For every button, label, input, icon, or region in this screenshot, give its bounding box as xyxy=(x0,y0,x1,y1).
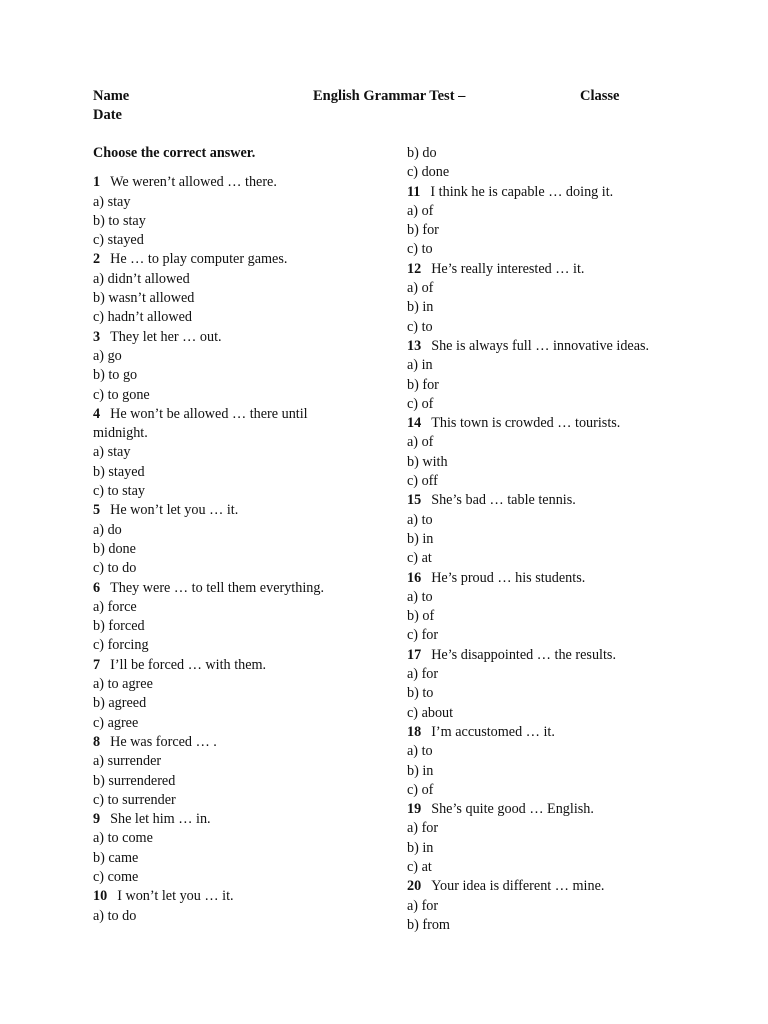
answer-option: b) forced xyxy=(93,618,145,635)
question-text: This town is crowded … tourists. xyxy=(431,415,621,432)
question-text: He’s disappointed … the results. xyxy=(431,646,616,663)
right-column xyxy=(407,144,707,935)
left-column xyxy=(93,144,358,926)
question-text: Your idea is different … mine. xyxy=(431,878,605,895)
question-item xyxy=(407,183,707,202)
question-number: 4 xyxy=(93,405,101,422)
answer-option: c) of xyxy=(407,781,434,798)
question-text: He … to play computer games. xyxy=(110,251,288,268)
question-text: He’s proud … his students. xyxy=(431,569,586,586)
question-text: He’s really interested … it. xyxy=(431,260,585,277)
question-number: 3 xyxy=(93,328,101,345)
question-number: 11 xyxy=(407,183,421,200)
question-text: I’m accustomed … it. xyxy=(431,723,555,740)
question-number: 6 xyxy=(93,579,101,596)
question-text: He won’t let you … it. xyxy=(110,502,239,519)
question-text: She’s quite good … English. xyxy=(431,801,594,818)
question-number: 1 xyxy=(93,174,101,191)
date-label: Date xyxy=(93,107,122,123)
answer-option: b) stayed xyxy=(93,463,145,480)
answer-option: b) for xyxy=(407,222,439,239)
question-text: She let him … in. xyxy=(110,811,211,828)
question-item xyxy=(93,733,358,752)
answer-option: b) agreed xyxy=(93,695,147,712)
answer-option: a) in xyxy=(407,357,433,374)
question-item xyxy=(407,260,707,279)
question-number: 19 xyxy=(407,801,422,818)
name-label: Name xyxy=(93,88,130,104)
answer-option: a) to xyxy=(407,588,433,605)
answer-option: b) came xyxy=(93,849,139,866)
answer-option: c) hadn’t allowed xyxy=(93,309,193,326)
question-text: I think he is capable … doing it. xyxy=(430,183,614,200)
question-number: 9 xyxy=(93,811,101,828)
answer-option: c) stayed xyxy=(93,232,144,249)
question-item xyxy=(93,887,358,906)
answer-option: a) surrender xyxy=(93,753,162,770)
answer-option: b) with xyxy=(407,453,448,470)
question-number: 16 xyxy=(407,569,422,586)
answer-option: a) for xyxy=(407,666,439,683)
answer-option: c) at xyxy=(407,550,432,567)
question-item xyxy=(407,646,707,665)
answer-option: a) to do xyxy=(93,907,137,924)
question-item xyxy=(407,877,707,896)
question-number: 7 xyxy=(93,656,101,673)
question-item xyxy=(93,501,358,520)
question-number: 8 xyxy=(93,733,101,750)
answer-option: c) to stay xyxy=(93,483,146,500)
question-item xyxy=(407,337,707,356)
question-item xyxy=(407,723,707,742)
answer-option: b) of xyxy=(407,608,435,625)
answer-option: b) from xyxy=(407,916,450,933)
question-item xyxy=(407,569,707,588)
question-item xyxy=(93,656,358,675)
question-text: He was forced … . xyxy=(110,733,217,750)
question-text: He won’t be allowed … there until midnight. xyxy=(93,405,308,442)
answer-option: a) didn’t allowed xyxy=(93,270,190,287)
answer-option: a) for xyxy=(407,897,439,914)
answer-option: c) to xyxy=(407,241,433,258)
answer-option: b) do xyxy=(407,145,437,161)
question-text: I won’t let you … it. xyxy=(117,888,234,905)
answer-option: a) to come xyxy=(93,830,153,847)
answer-option: c) forcing xyxy=(93,637,149,654)
answer-option: c) of xyxy=(407,395,434,412)
answer-option: b) in xyxy=(407,299,434,316)
question-number: 13 xyxy=(407,337,422,354)
answer-option: a) do xyxy=(93,521,122,538)
question-text: She is always full … innovative ideas. xyxy=(431,337,650,354)
answer-option: b) in xyxy=(407,762,434,779)
answer-option: b) wasn’t allowed xyxy=(93,290,195,307)
answer-option: c) done xyxy=(407,164,450,181)
answer-option: a) go xyxy=(93,347,122,364)
question-text: They were … to tell them everything. xyxy=(110,579,325,596)
question-number: 2 xyxy=(93,251,101,268)
test-title: English Grammar Test – xyxy=(313,88,466,104)
answer-option: a) to agree xyxy=(93,676,153,693)
answer-option: a) to xyxy=(407,743,433,760)
question-number: 17 xyxy=(407,646,422,663)
answer-option: c) to do xyxy=(93,560,137,577)
answer-option: a) to xyxy=(407,511,433,528)
answer-option: a) for xyxy=(407,820,439,837)
answer-option: a) force xyxy=(93,598,137,615)
instruction-text: Choose the correct answer. xyxy=(93,145,256,161)
answer-option: c) come xyxy=(93,868,139,885)
answer-option: c) to gone xyxy=(93,386,150,403)
question-text: We weren’t allowed … there. xyxy=(110,174,277,191)
question-item xyxy=(93,328,358,347)
answer-option: b) to stay xyxy=(93,212,146,229)
question-number: 14 xyxy=(407,415,422,432)
answer-option: c) for xyxy=(407,627,439,644)
question-item xyxy=(93,173,358,192)
question-text: She’s bad … table tennis. xyxy=(431,492,576,509)
answer-option: a) of xyxy=(407,280,434,297)
answer-option: a) of xyxy=(407,202,434,219)
question-item xyxy=(93,250,358,269)
answer-option: a) stay xyxy=(93,444,131,461)
answer-option: b) in xyxy=(407,530,434,547)
answer-option: c) about xyxy=(407,704,454,721)
question-text: They let her … out. xyxy=(110,328,222,345)
question-number: 15 xyxy=(407,492,422,509)
question-item xyxy=(407,491,707,510)
answer-option: c) off xyxy=(407,473,438,490)
answer-option: a) of xyxy=(407,434,434,451)
answer-option: b) to xyxy=(407,685,434,702)
question-item xyxy=(407,800,707,819)
question-number: 12 xyxy=(407,260,422,277)
answer-option: c) to surrender xyxy=(93,791,176,808)
question-text: I’ll be forced … with them. xyxy=(110,656,267,673)
question-number: 10 xyxy=(93,888,108,905)
answer-option: c) to xyxy=(407,318,433,335)
answer-option: b) to go xyxy=(93,367,138,384)
question-number: 20 xyxy=(407,878,422,895)
answer-option: a) stay xyxy=(93,193,131,210)
answer-option: b) in xyxy=(407,839,434,856)
question-item xyxy=(93,810,358,829)
question-number: 5 xyxy=(93,502,101,519)
question-item xyxy=(93,405,358,444)
answer-option: b) done xyxy=(93,540,136,557)
class-label: Classe xyxy=(580,88,620,104)
question-number: 18 xyxy=(407,723,422,740)
answer-option: b) surrendered xyxy=(93,772,176,789)
answer-option: c) agree xyxy=(93,714,139,731)
question-item xyxy=(93,579,358,598)
question-item xyxy=(407,414,707,433)
answer-option: b) for xyxy=(407,376,439,393)
answer-option: c) at xyxy=(407,858,432,875)
